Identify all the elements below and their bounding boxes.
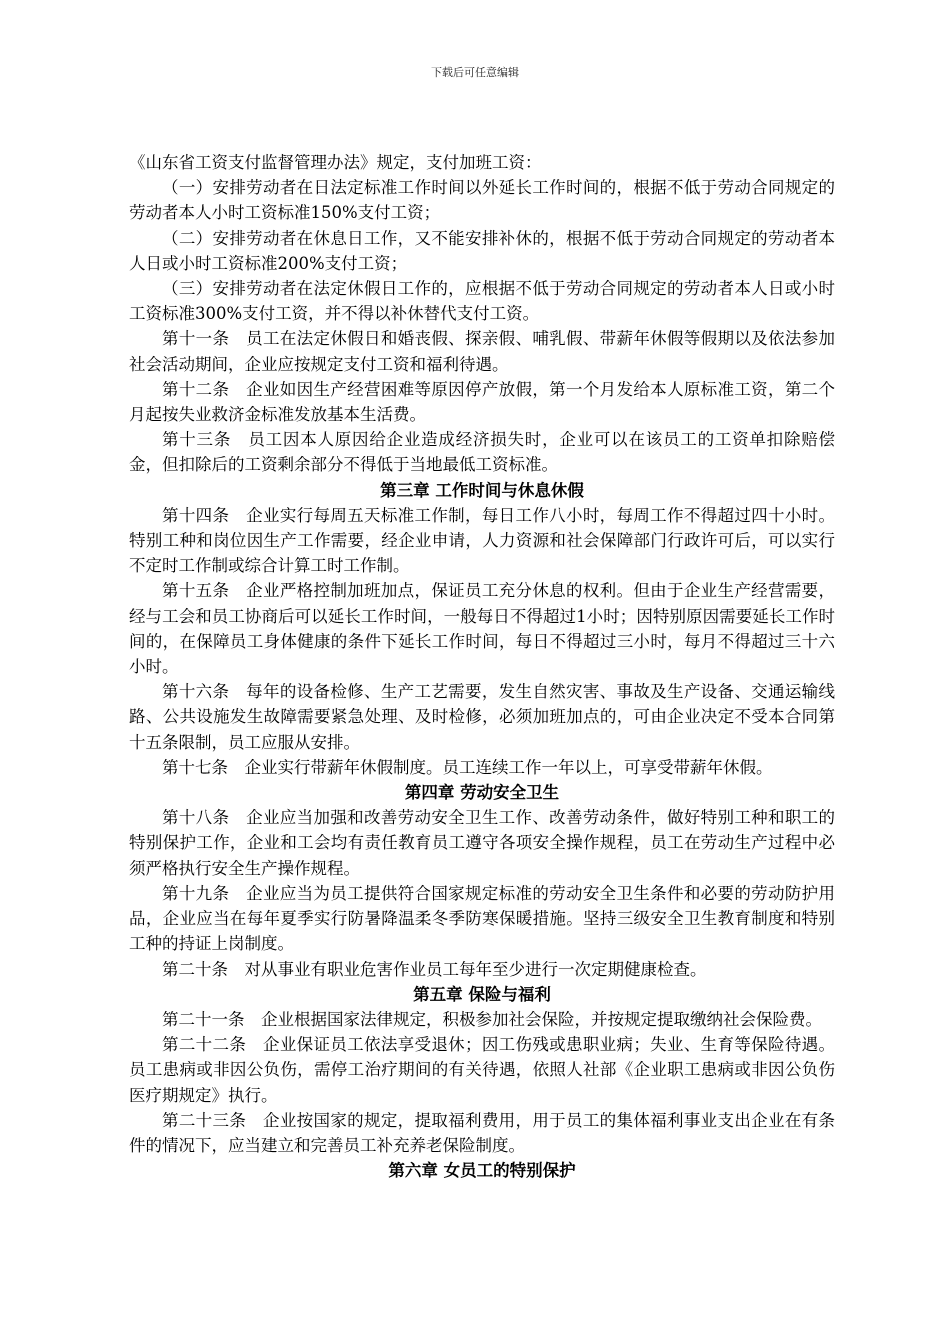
article-20: 第二十条 对从事业有职业危害作业员工每年至少进行一次定期健康检查。 <box>162 959 707 979</box>
document-body <box>129 150 835 1183</box>
article-15: 第十五条 企业严格控制加班加点，保证员工充分休息的权利。但由于企业生产经营需要，经与工会和员工协商后可以延长工作时间，一般每日不得超过1小时；因特别原因需要延长工作时间的，在保障员工身体健康的条件下延长工作时间，每日不得超过三小时，每月不得超过三十六小时。 <box>129 581 835 677</box>
chapter-heading: 第六章 女员工的特别保护 <box>388 1161 576 1181</box>
chapter-heading: 第四章 劳动安全卫生 <box>404 783 560 803</box>
article-12: 第十二条 企业如因生产经营困难等原因停产放假，第一个月发给本人原标准工资，第二个月起按失业救济金标准发放基本生活费。 <box>129 379 835 425</box>
article-19: 第十九条 企业应当为员工提供符合国家规定标准的劳动安全卫生条件和必要的劳动防护用品，企业应当在每年夏季实行防暑降温柔冬季防寒保暖措施。坚持三级安全卫生教育制度和特别工种的持证上岗制度。 <box>129 883 835 954</box>
page-header-note: 下载后可任意编辑 <box>431 66 519 79</box>
paragraph: （二）安排劳动者在休息日工作，又不能安排补休的，根据不低于劳动合同规定的劳动者本人日或小时工资标准200%支付工资； <box>129 228 835 273</box>
article-21: 第二十一条 企业根据国家法律规定，积极参加社会保险，并按规定提取缴纳社会保险费。 <box>162 1009 822 1029</box>
chapter-heading: 第三章 工作时间与休息休假 <box>380 480 584 500</box>
article-22: 第二十二条 企业保证员工依法享受退休；因工伤残或患职业病；失业、生育等保险待遇。员工患病或非因公负伤，需停工治疗期间的有关待遇，依照人社部《企业职工患病或非因公负伤医疗期规定》执行。 <box>129 1035 835 1105</box>
paragraph: 《山东省工资支付监督管理办法》规定，支付加班工资： <box>129 153 542 172</box>
paragraph: （一）安排劳动者在日法定标准工作时间以外延长工作时间的，根据不低于劳动合同规定的劳动者本人小时工资标准150%支付工资； <box>129 178 835 223</box>
article-14: 第十四条 企业实行每周五天标准工作制，每日工作八小时，每周工作不得超过四十小时。特别工种和岗位因生产工作需要，经企业申请，人力资源和社会保障部门行政许可后，可以实行不定时工作制或综合计算工时工作制。 <box>129 505 835 576</box>
article-13: 第十三条 员工因本人原因给企业造成经济损失时，企业可以在该员工的工资单扣除赔偿金，但扣除后的工资剩余部分不得低于当地最低工资标准。 <box>129 430 835 475</box>
chapter-heading: 第五章 保险与福利 <box>413 984 551 1004</box>
paragraph: （三）安排劳动者在法定休假日工作的，应根据不低于劳动合同规定的劳动者本人日或小时工资标准300%支付工资，并不得以补休替代支付工资。 <box>129 279 835 324</box>
article-18: 第十八条 企业应当加强和改善劳动安全卫生工作、改善劳动条件，做好特别工种和职工的特别保护工作，企业和工会均有责任教育员工遵守各项安全操作规程，员工在劳动生产过程中必须严格执行安全生产操作规程。 <box>129 808 835 878</box>
article-16: 第十六条 每年的设备检修、生产工艺需要，发生自然灾害、事故及生产设备、交通运输线路、公共设施发生故障需要紧急处理、及时检修，必须加班加点的，可由企业决定不受本合同第十五条限制，员工应服从安排。 <box>129 682 835 752</box>
article-23: 第二十三条 企业按国家的规定，提取福利费用，用于员工的集体福利事业支出企业在有条件的情况下，应当建立和完善员工补充养老保险制度。 <box>129 1110 835 1155</box>
article-11: 第十一条 员工在法定休假日和婚丧假、探亲假、哺乳假、带薪年休假等假期以及依法参加社会活动期间，企业应按规定支付工资和福利待遇。 <box>129 329 835 374</box>
article-17: 第十七条 企业实行带薪年休假制度。员工连续工作一年以上，可享受带薪年休假。 <box>162 757 773 777</box>
